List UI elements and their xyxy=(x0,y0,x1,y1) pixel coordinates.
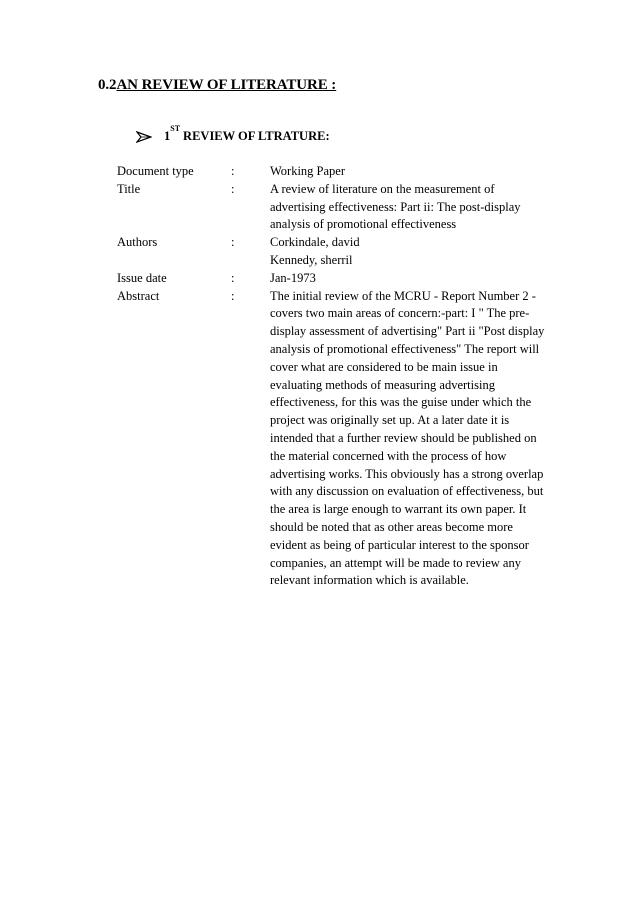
value-line: analysis of promotional effectiveness xyxy=(270,217,457,232)
field-value xyxy=(270,181,555,234)
field-value xyxy=(270,163,555,181)
field-row-authors xyxy=(117,234,555,270)
value-line: A review of literature on the measurement of xyxy=(270,181,495,196)
value-line: Jan-1973 xyxy=(270,270,316,285)
field-label: Authors xyxy=(117,235,158,250)
value-line: display assessment of advertising" Part ii "Post display xyxy=(270,324,545,339)
value-line: evaluating methods of measuring advertising xyxy=(270,377,495,392)
review-number: 1 xyxy=(164,129,171,143)
field-value xyxy=(270,270,555,288)
section-number: 0.2 xyxy=(98,77,117,93)
value-line: project was originally set up. At a later date it is xyxy=(270,413,510,428)
field-row-document-type xyxy=(117,163,555,181)
review-title: REVIEW OF LTRATURE: xyxy=(183,129,330,143)
value-line: advertising effectiveness: Part ii: The post-display xyxy=(270,199,521,214)
field-label: Abstract xyxy=(117,288,160,303)
value-line: with any discussion on evaluation of effectiveness, but xyxy=(270,484,544,499)
field-separator: : xyxy=(231,164,235,178)
field-value xyxy=(270,288,555,591)
field-row-issue-date xyxy=(117,270,555,288)
value-line: advertising works. This obviously has a strong overlap xyxy=(270,466,544,481)
section-title: AN REVIEW OF LITERATURE : xyxy=(116,77,337,93)
value-line: The initial review of the MCRU - Report Number 2 - xyxy=(270,288,536,303)
value-line: relevant information which is available. xyxy=(270,573,469,588)
value-line: Working Paper xyxy=(270,164,346,178)
field-row-abstract xyxy=(117,288,555,591)
field-label: Document type xyxy=(117,164,194,178)
field-separator: : xyxy=(231,270,235,285)
value-line: covers two main areas of concern:-part: I " The pre- xyxy=(270,306,530,321)
value-line: Kennedy, sherril xyxy=(270,252,353,267)
review-superscript: ST xyxy=(170,124,181,133)
value-line: Corkindale, david xyxy=(270,235,360,250)
value-line: companies, an attempt will be made to review any xyxy=(270,555,521,570)
value-line: evident as being of particular interest to the sponsor xyxy=(270,537,529,552)
value-line: cover what are considered to be main issue in xyxy=(270,359,498,374)
value-line: effectiveness, for this was the guise under which the xyxy=(270,395,532,410)
section-heading xyxy=(98,77,336,94)
value-line: the material concerned with the process of how xyxy=(270,448,507,463)
value-line: analysis of promotional effectiveness" The report will xyxy=(270,341,540,356)
value-line: intended that a further review should be published on xyxy=(270,430,537,445)
review-subheading xyxy=(136,124,330,144)
field-value xyxy=(270,234,555,270)
document-metadata xyxy=(117,163,555,590)
value-line: should be noted that as other areas become more xyxy=(270,519,513,534)
value-line: the area is large enough to warrant its own paper. It xyxy=(270,502,527,517)
field-separator: : xyxy=(231,235,235,250)
field-row-title xyxy=(117,181,555,234)
field-separator: : xyxy=(231,181,235,196)
arrow-bullet-icon xyxy=(136,131,152,143)
field-label: Issue date xyxy=(117,270,167,285)
field-separator: : xyxy=(231,288,235,303)
field-label: Title xyxy=(117,181,141,196)
